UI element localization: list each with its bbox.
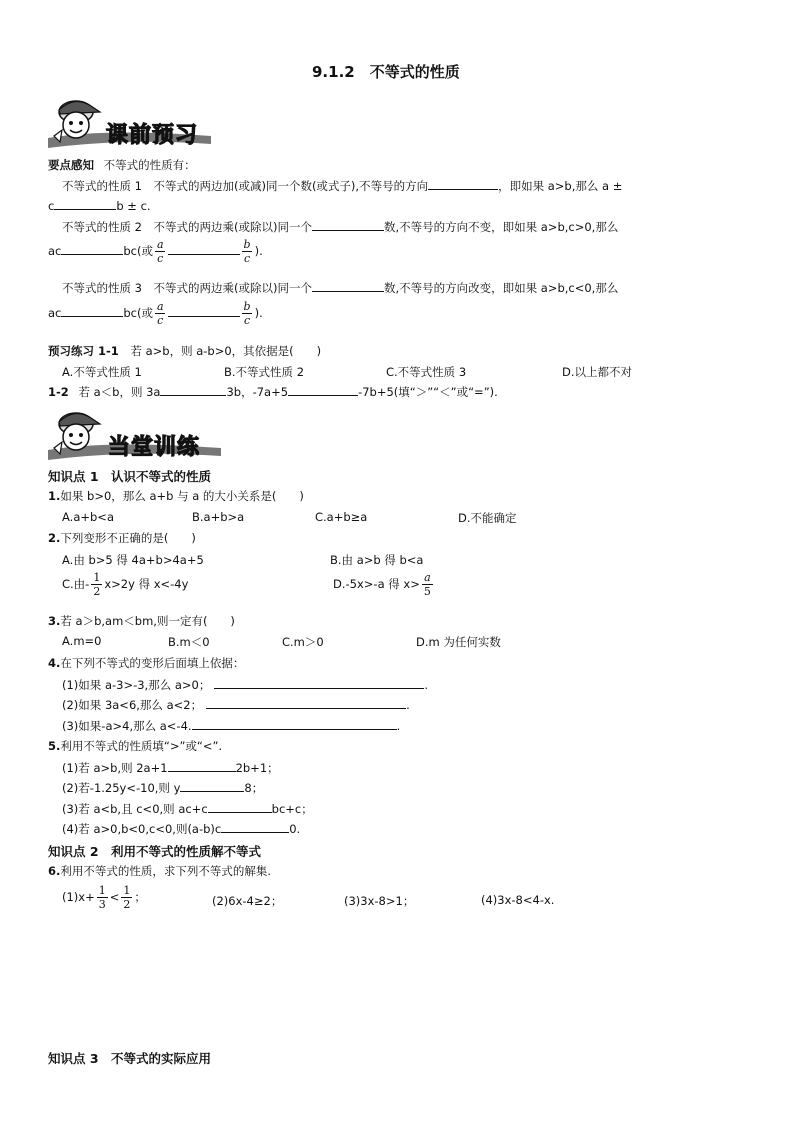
property-2-text-cont: 数,不等号的方向不变，即如果 a>b,c>0,那么 bbox=[383, 220, 619, 234]
period: . bbox=[424, 678, 429, 692]
question-number: 4. bbox=[48, 656, 61, 670]
question-5-item-1 bbox=[62, 760, 279, 776]
question-number: 2. bbox=[48, 531, 61, 545]
answer-blank[interactable] bbox=[168, 305, 240, 317]
question-4-item-2 bbox=[62, 697, 410, 713]
answer-blank[interactable] bbox=[168, 760, 236, 772]
text: 若 a＜b，则 3a bbox=[78, 385, 161, 399]
text: < bbox=[109, 890, 120, 904]
numerator: 1 bbox=[93, 571, 101, 584]
knowledge-point-2-heading: 知识点 2 利用不等式的性质解不等式 bbox=[48, 844, 262, 859]
denominator: c bbox=[243, 252, 251, 265]
answer-blank[interactable] bbox=[180, 780, 244, 792]
question-text: 在下列不等式的变形后面填上依据： bbox=[60, 656, 245, 670]
option-b[interactable]: B.a+b>a bbox=[192, 510, 245, 524]
option-c[interactable]: C.a+b≥a bbox=[315, 510, 368, 524]
fraction-a-over-c bbox=[155, 238, 166, 265]
question-6-item-3: (3)3x-8>1； bbox=[344, 894, 415, 908]
denominator: c bbox=[157, 252, 164, 265]
question-number: 5. bbox=[48, 739, 61, 753]
practice-1-1 bbox=[48, 343, 321, 359]
question-text: 如果 b>0，那么 a+b 与 a 的大小关系是( ) bbox=[60, 489, 304, 503]
numerator: 1 bbox=[98, 884, 106, 897]
question-text: 利用不等式的性质，求下列不等式的解集. bbox=[60, 864, 272, 878]
text: 8； bbox=[244, 781, 264, 795]
text: (3)若 a<b,且 c<0,则 ac+c bbox=[62, 802, 208, 816]
question-4 bbox=[48, 655, 244, 671]
question-2 bbox=[48, 530, 196, 546]
option-c[interactable]: C.m＞0 bbox=[282, 635, 324, 649]
answer-blank[interactable] bbox=[61, 305, 123, 317]
answer-blank[interactable] bbox=[221, 821, 289, 833]
text: ). bbox=[254, 244, 263, 258]
section-banner-training bbox=[46, 404, 226, 462]
text: ； bbox=[134, 890, 146, 904]
answer-blank[interactable] bbox=[428, 178, 498, 190]
numerator: a bbox=[424, 571, 431, 584]
answer-blank[interactable] bbox=[160, 384, 226, 396]
question-5 bbox=[48, 738, 222, 754]
property-2-line2 bbox=[48, 238, 263, 265]
fraction-one-half bbox=[91, 571, 102, 598]
text: x>2y 得 x<-4y bbox=[104, 577, 189, 591]
numerator: b bbox=[243, 238, 251, 251]
question-text: 利用不等式的性质填“>”或“<”. bbox=[60, 739, 223, 753]
text: c bbox=[48, 199, 55, 213]
denominator: c bbox=[243, 314, 251, 327]
numerator: 1 bbox=[123, 884, 131, 897]
key-points-label: 要点感知 bbox=[48, 158, 94, 172]
text: 3b，-7a+5 bbox=[226, 385, 289, 399]
page-title: 9.1.2 不等式的性质 bbox=[312, 63, 460, 81]
knowledge-point-1-heading: 知识点 1 认识不等式的性质 bbox=[48, 469, 212, 484]
text: (2)若-1.25y<-10,则 y bbox=[62, 781, 181, 795]
question-number: 1. bbox=[48, 489, 61, 503]
option-a[interactable]: A.由 b>5 得 4a+b>4a+5 bbox=[62, 553, 204, 567]
property-3-text: 不等式的性质 3 不等式的两边乘(或除以)同一个 bbox=[62, 281, 312, 295]
fraction-one-half bbox=[121, 884, 132, 911]
option-a[interactable]: A.m=0 bbox=[62, 634, 102, 648]
option-d[interactable]: D.m 为任何实数 bbox=[416, 635, 501, 649]
property-1-text: 不等式的性质 1 不等式的两边加(或减)同一个数(或式子),不等号的方向 bbox=[62, 179, 429, 193]
text: b ± c. bbox=[116, 199, 151, 213]
answer-blank[interactable] bbox=[208, 801, 272, 813]
denominator: 2 bbox=[93, 585, 101, 598]
option-b[interactable]: B.不等式性质 2 bbox=[224, 365, 305, 379]
text: -7b+5(填“＞”“＜”或“=”). bbox=[358, 385, 498, 399]
question-number: 6. bbox=[48, 864, 61, 878]
practice-question: 若 a>b，则 a-b>0，其依据是( ) bbox=[130, 344, 322, 358]
denominator: 2 bbox=[123, 898, 131, 911]
question-4-item-3 bbox=[62, 718, 400, 734]
option-d[interactable]: D.以上都不对 bbox=[562, 365, 633, 379]
question-number: 3. bbox=[48, 614, 61, 628]
fraction-a-over-c bbox=[155, 300, 166, 327]
question-1 bbox=[48, 488, 304, 504]
fraction-a-over-5 bbox=[422, 571, 433, 598]
question-text: 下列变形不正确的是( ) bbox=[60, 531, 196, 545]
banner-title: 当堂训练 bbox=[108, 435, 201, 460]
property-2-text: 不等式的性质 2 不等式的两边乘(或除以)同一个 bbox=[62, 220, 312, 234]
answer-blank[interactable] bbox=[61, 243, 123, 255]
option-d[interactable]: D.不能确定 bbox=[458, 511, 517, 525]
option-b[interactable]: B.m＜0 bbox=[168, 635, 210, 649]
fraction-one-third bbox=[97, 884, 108, 911]
text: ). bbox=[254, 306, 263, 320]
question-6-item-4: (4)3x-8<4-x. bbox=[481, 893, 555, 907]
text: bc(或 bbox=[123, 244, 153, 258]
option-b[interactable]: B.由 a>b 得 b<a bbox=[330, 553, 424, 567]
numerator: a bbox=[156, 238, 164, 251]
text: 0. bbox=[289, 822, 301, 836]
text: 2b+1； bbox=[235, 761, 279, 775]
answer-blank[interactable] bbox=[288, 384, 358, 396]
question-5-item-2 bbox=[62, 780, 263, 796]
question-3 bbox=[48, 613, 235, 629]
denominator: 5 bbox=[423, 585, 431, 598]
property-1-line bbox=[62, 178, 622, 194]
practice-label: 1-2 bbox=[48, 385, 69, 399]
key-points-text: 不等式的性质有： bbox=[103, 158, 196, 172]
numerator: b bbox=[243, 300, 251, 313]
property-1-text-cont: ，即如果 a>b,那么 a ± bbox=[498, 179, 623, 193]
answer-blank[interactable] bbox=[312, 219, 384, 231]
property-3-text-cont: 数,不等号的方向改变，即如果 a>b,c<0,那么 bbox=[383, 281, 619, 295]
question-4-item-1 bbox=[62, 677, 428, 693]
practice-label: 预习练习 1-1 bbox=[48, 344, 119, 358]
text: D.-5x>-a 得 x> bbox=[333, 577, 420, 591]
question-6-item-2: (2)6x-4≥2； bbox=[212, 894, 283, 908]
question-6-item-1 bbox=[62, 884, 146, 911]
fraction-b-over-c bbox=[242, 238, 253, 265]
property-1-line2 bbox=[48, 198, 151, 213]
property-3-line bbox=[62, 280, 618, 296]
text: (4)若 a>0,b<0,c<0,则(a-b)c bbox=[62, 822, 222, 836]
text: ac bbox=[48, 306, 62, 320]
answer-blank[interactable] bbox=[312, 280, 384, 292]
answer-blank[interactable] bbox=[192, 718, 397, 730]
text: (1)如果 a-3>-3,那么 a>0； bbox=[62, 678, 211, 692]
property-2-line bbox=[62, 219, 618, 235]
text: (1)x+ bbox=[62, 890, 95, 904]
answer-blank[interactable] bbox=[54, 198, 116, 210]
question-5-item-4 bbox=[62, 821, 300, 837]
denominator: c bbox=[157, 314, 164, 327]
text: bc(或 bbox=[123, 306, 153, 320]
answer-blank[interactable] bbox=[214, 677, 424, 689]
question-5-item-3 bbox=[62, 801, 313, 817]
question-6 bbox=[48, 863, 271, 879]
section-banner-preview bbox=[46, 92, 216, 150]
period: . bbox=[396, 719, 401, 733]
property-3-line2 bbox=[48, 300, 263, 327]
numerator: a bbox=[156, 300, 164, 313]
fraction-b-over-c bbox=[242, 300, 253, 327]
text: C.由- bbox=[62, 577, 90, 591]
option-c[interactable]: C.不等式性质 3 bbox=[386, 365, 467, 379]
knowledge-point-3-heading: 知识点 3 不等式的实际应用 bbox=[48, 1051, 212, 1066]
option-d[interactable] bbox=[333, 571, 435, 598]
text: ac bbox=[48, 244, 62, 258]
text: (1)若 a>b,则 2a+1 bbox=[62, 761, 168, 775]
question-text: 若 a＞b,am＜bm,则一定有( ) bbox=[60, 614, 235, 628]
option-a[interactable]: A.不等式性质 1 bbox=[62, 365, 142, 379]
option-c[interactable] bbox=[62, 571, 188, 598]
denominator: 3 bbox=[98, 898, 106, 911]
text: bc+c； bbox=[271, 802, 313, 816]
key-points-heading bbox=[48, 157, 196, 173]
answer-blank[interactable] bbox=[206, 697, 406, 709]
text: (3)如果-a>4,那么 a<-4. bbox=[62, 719, 192, 733]
period: . bbox=[406, 698, 410, 712]
banner-title: 课前预习 bbox=[106, 123, 199, 148]
answer-blank[interactable] bbox=[168, 243, 240, 255]
text: (2)如果 3a<6,那么 a<2； bbox=[62, 698, 203, 712]
practice-1-2 bbox=[48, 384, 498, 400]
option-a[interactable]: A.a+b<a bbox=[62, 510, 114, 524]
